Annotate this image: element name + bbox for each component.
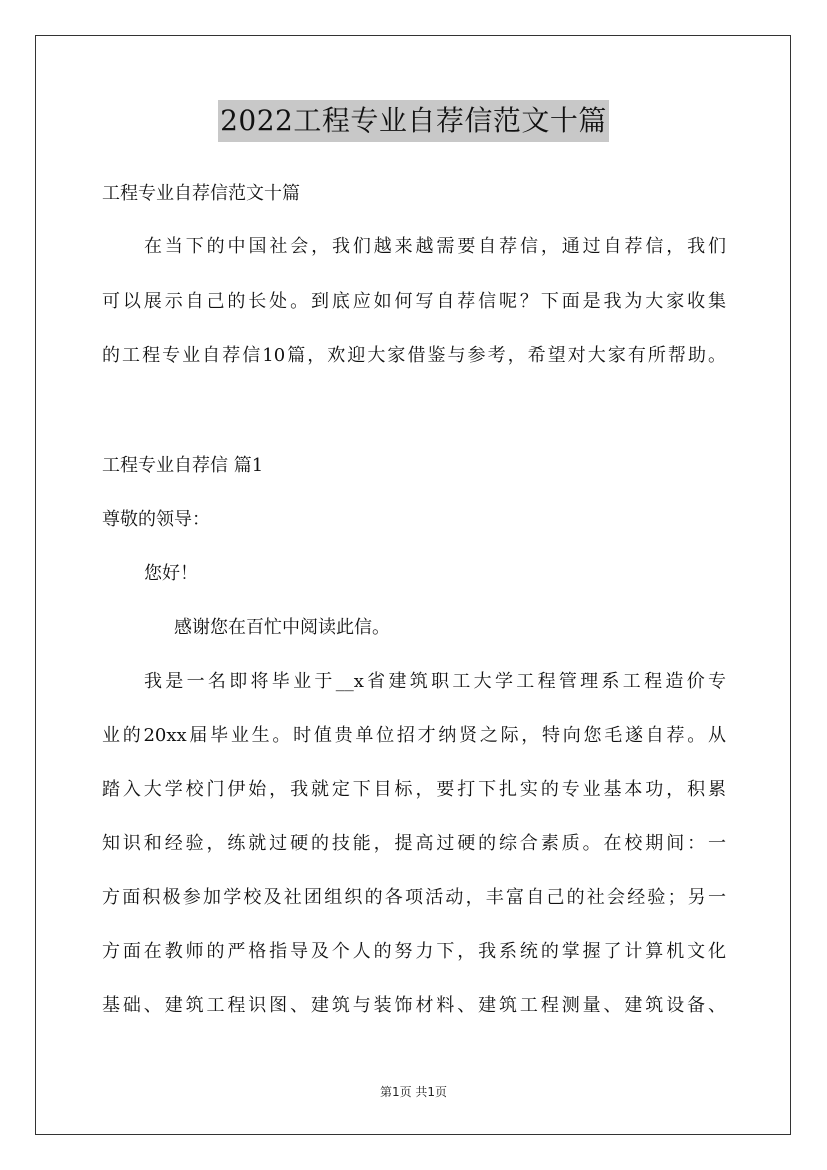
body-line-4: 知识和经验，练就过硬的技能，提高过硬的综合素质。在校期间：一 [102, 833, 726, 854]
title-container [0, 100, 827, 142]
body-line-3: 踏入大学校门伊始，我就定下目标，要打下扎实的专业基本功，积累 [102, 779, 726, 800]
intro-line-3: 的工程专业自荐信10篇，欢迎大家借鉴与参考，希望对大家有所帮助。 [102, 345, 726, 366]
section-heading: 工程专业自荐信 篇1 [102, 455, 264, 476]
thanks-line: 感谢您在百忙中阅读此信。 [174, 617, 390, 638]
intro-line-2: 可以展示自己的长处。到底应如何写自荐信呢？下面是我为大家收集 [102, 291, 726, 312]
intro-line-1: 在当下的中国社会，我们越来越需要自荐信，通过自荐信，我们 [144, 236, 726, 257]
page-footer: 第1页 共1页 [379, 1085, 448, 1099]
body-line-2: 业的20xx届毕业生。时值贵单位招才纳贤之际，特向您毛遂自荐。从 [102, 725, 726, 746]
document-title: 2022工程专业自荐信范文十篇 [218, 100, 609, 142]
salutation: 尊敬的领导： [102, 509, 210, 530]
subtitle: 工程专业自荐信范文十篇 [102, 183, 300, 204]
body-line-6: 方面在教师的严格指导及个人的努力下，我系统的掌握了计算机文化 [102, 941, 726, 962]
body-line-1: 我是一名即将毕业于__x省建筑职工大学工程管理系工程造价专 [144, 671, 726, 692]
greeting: 您好！ [144, 563, 198, 584]
body-line-5: 方面积极参加学校及社团组织的各项活动，丰富自己的社会经验；另一 [102, 887, 726, 908]
body-line-7: 基础、建筑工程识图、建筑与装饰材料、建筑工程测量、建筑设备、 [102, 995, 726, 1016]
